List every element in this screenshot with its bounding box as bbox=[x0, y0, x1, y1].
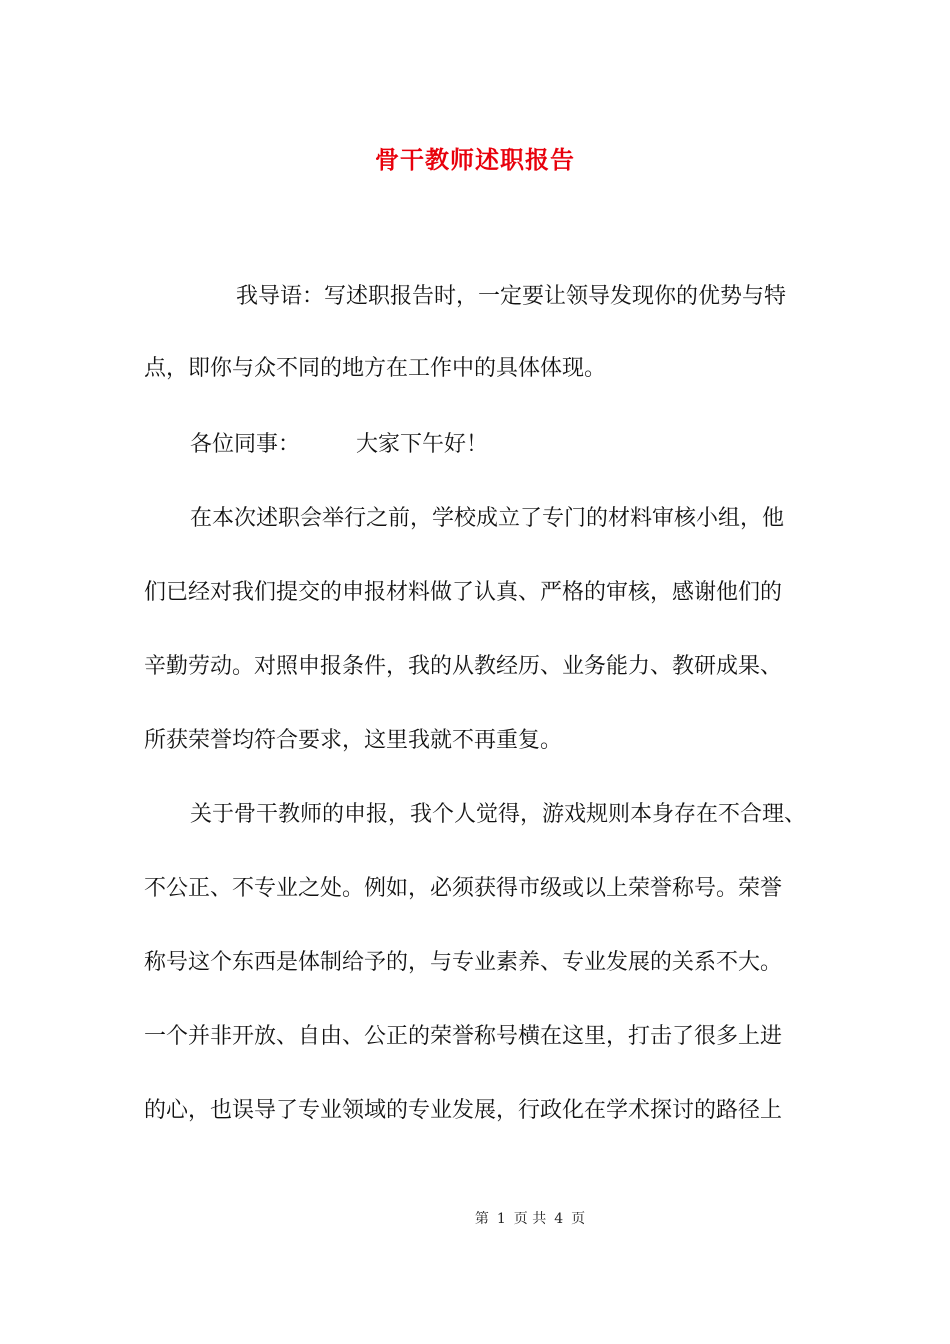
paragraph-line: 辛勤劳动。对照申报条件，我的从教经历、业务能力、教研成果、 bbox=[144, 654, 783, 679]
greeting-line bbox=[190, 430, 488, 460]
paragraph-line: 点，即你与众不同的地方在工作中的具体体现。 bbox=[144, 356, 607, 381]
paragraph-line: 一个并非开放、自由、公正的荣誉称号横在这里，打击了很多上进 bbox=[144, 1024, 783, 1049]
paragraph-line: 称号这个东西是体制给予的，与专业素养、专业发展的关系不大。 bbox=[144, 950, 783, 975]
footer-middle: 页 共 bbox=[513, 1211, 547, 1227]
footer-current-page: 1 bbox=[496, 1211, 506, 1227]
paragraph-line: 在本次述职会举行之前，学校成立了专门的材料审核小组，他 bbox=[190, 506, 785, 531]
greeting-salutation: 各位同事： bbox=[190, 432, 301, 457]
paragraph-line: 所获荣誉均符合要求，这里我就不再重复。 bbox=[144, 728, 563, 753]
footer-total-pages: 4 bbox=[554, 1211, 564, 1227]
paragraph-line: 的心，也误导了专业领域的专业发展，行政化在学术探讨的路径上 bbox=[144, 1098, 783, 1123]
footer-prefix: 第 bbox=[474, 1211, 489, 1227]
paragraph-line: 不公正、不专业之处。例如，必须获得市级或以上荣誉称号。荣誉 bbox=[144, 876, 783, 901]
footer-suffix: 页 bbox=[571, 1211, 586, 1227]
paragraph-line: 们已经对我们提交的申报材料做了认真、严格的审核，感谢他们的 bbox=[144, 580, 783, 605]
greeting-hello: 大家下午好！ bbox=[356, 432, 489, 457]
paragraph-line: 我导语：写述职报告时，一定要让领导发现你的优势与特 bbox=[236, 284, 787, 309]
page-number-footer bbox=[0, 1208, 950, 1228]
document-title: 骨干教师述职报告 bbox=[375, 145, 575, 174]
paragraph-line: 关于骨干教师的申报，我个人觉得，游戏规则本身存在不合理、 bbox=[190, 802, 807, 827]
